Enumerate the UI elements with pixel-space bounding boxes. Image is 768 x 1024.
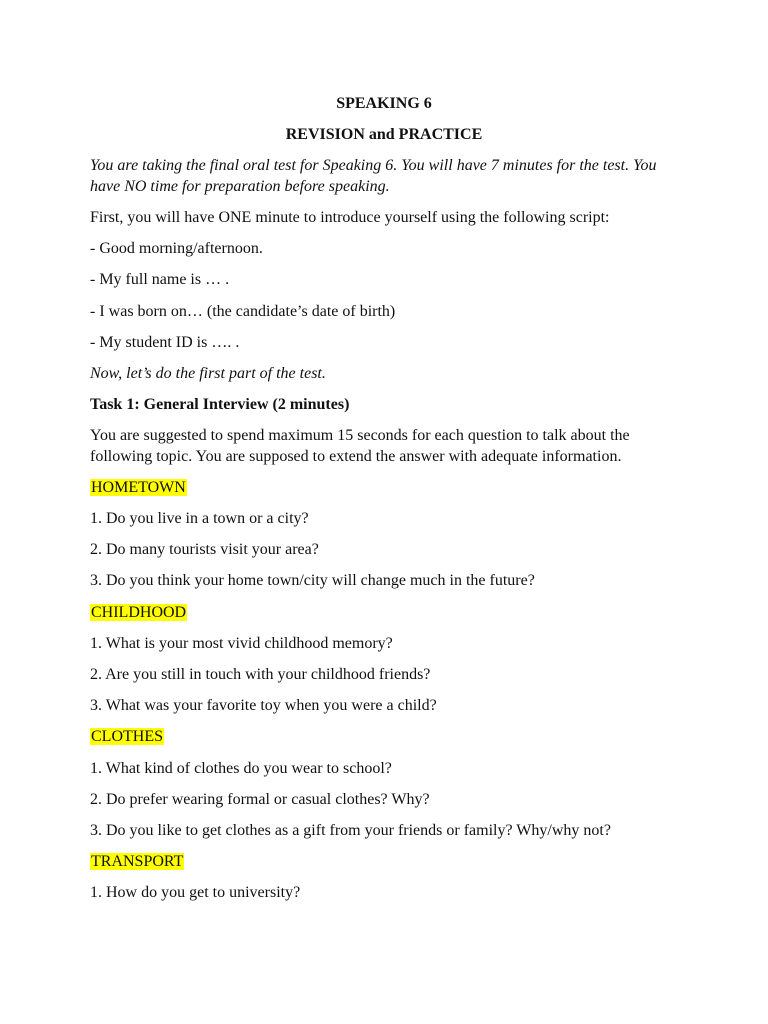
script-line: - My student ID is …. . — [90, 334, 240, 351]
topic-childhood-row — [90, 602, 690, 623]
question-item: 1. How do you get to university? — [90, 884, 301, 901]
intro-line-1: You are taking the final oral test for Speaking 6. You will have 7 minutes for the test. You — [90, 157, 657, 174]
task1-instruction-2: following topic. You are supposed to extend the answer with adequate information. — [90, 448, 622, 465]
script-line: - My full name is … . — [90, 271, 230, 288]
question-item: 3. Do you like to get clothes as a gift from your friends or family? Why/why not? — [90, 822, 611, 839]
question-item: 1. What kind of clothes do you wear to school? — [90, 760, 392, 777]
topic-clothes-row — [90, 726, 690, 747]
topic-hometown-row — [90, 477, 690, 498]
now-line: Now, let’s do the first part of the test. — [90, 365, 326, 382]
document-title: SPEAKING 6 — [336, 95, 432, 112]
topic-clothes-label: CLOTHES — [91, 728, 163, 745]
question-item: 1. What is your most vivid childhood memory? — [90, 635, 393, 652]
question-item: 1. Do you live in a town or a city? — [90, 510, 309, 527]
question-item: 3. Do you think your home town/city will change much in the future? — [90, 572, 535, 589]
topic-transport-row — [90, 851, 690, 872]
topic-hometown-label: HOMETOWN — [91, 479, 186, 496]
question-item: 3. What was your favorite toy when you were a child? — [90, 697, 437, 714]
task1-instruction-1: You are suggested to spend maximum 15 seconds for each question to talk about the — [90, 427, 630, 444]
question-item: 2. Do prefer wearing formal or casual clothes? Why? — [90, 791, 430, 808]
task1-heading: Task 1: General Interview (2 minutes) — [90, 396, 350, 413]
script-line: - Good morning/afternoon. — [90, 240, 263, 257]
document-subtitle: REVISION and PRACTICE — [285, 126, 483, 143]
topic-childhood-label: CHILDHOOD — [91, 604, 187, 621]
intro-line-2: have NO time for preparation before speaking. — [90, 178, 390, 195]
question-item: 2. Are you still in touch with your childhood friends? — [90, 666, 431, 683]
topic-transport-label: TRANSPORT — [91, 853, 184, 870]
script-line: - I was born on… (the candidate’s date of birth) — [90, 303, 396, 320]
question-item: 2. Do many tourists visit your area? — [90, 541, 319, 558]
first-instruction: First, you will have ONE minute to introduce yourself using the following script: — [90, 209, 610, 226]
